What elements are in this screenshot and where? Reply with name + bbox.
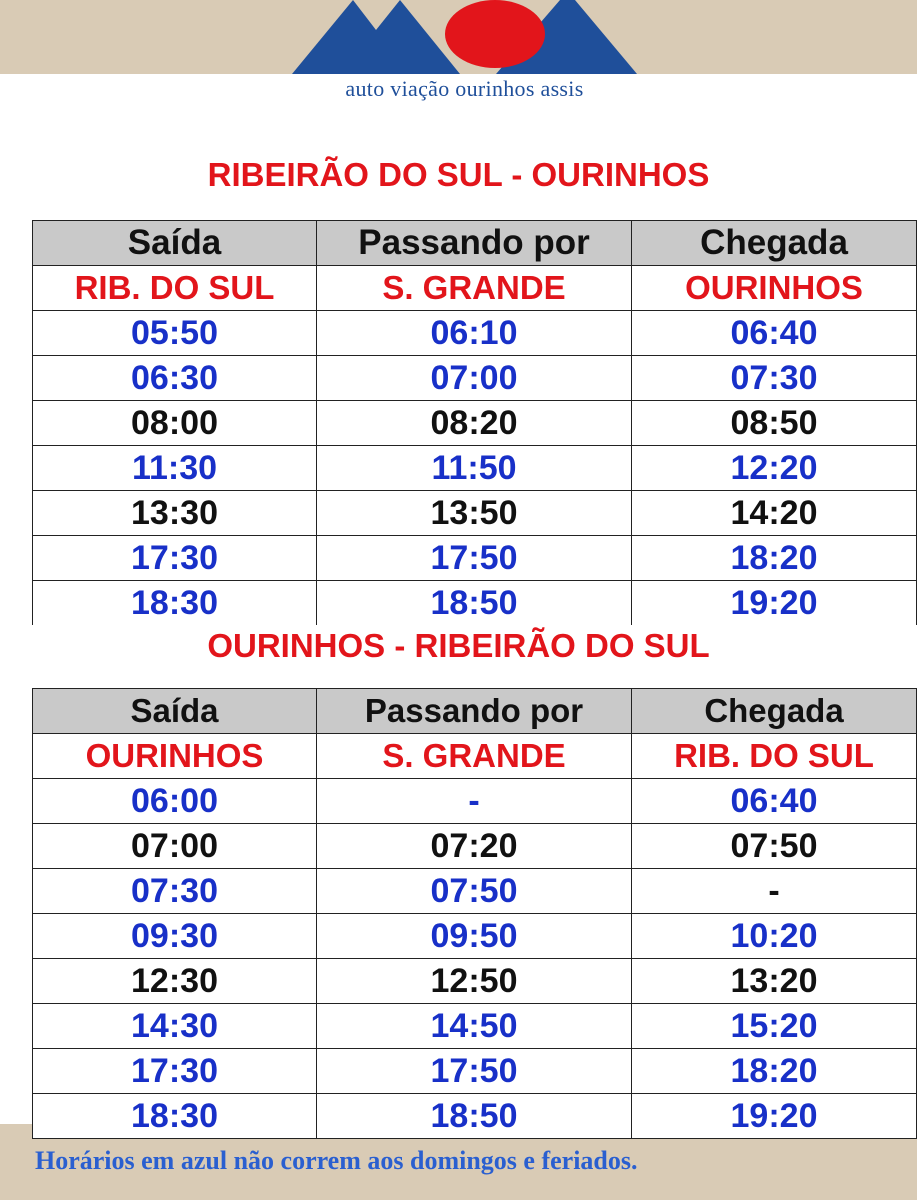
time-cell: 07:00 xyxy=(33,824,317,869)
time-cell: 13:20 xyxy=(632,959,917,1004)
time-cell: 19:20 xyxy=(632,581,917,626)
table-row xyxy=(33,311,917,356)
time-cell: 13:30 xyxy=(33,491,317,536)
time-cell: 06:30 xyxy=(33,356,317,401)
column-header: Chegada xyxy=(632,221,917,266)
logo-mark-icon xyxy=(0,0,917,80)
time-cell: 07:30 xyxy=(33,869,317,914)
header-row xyxy=(33,689,917,734)
table-row xyxy=(33,869,917,914)
time-cell: 12:50 xyxy=(317,959,632,1004)
stop-name: OURINHOS xyxy=(632,266,917,311)
table-row xyxy=(33,581,917,626)
table-row xyxy=(33,1004,917,1049)
time-cell: 08:00 xyxy=(33,401,317,446)
company-logo xyxy=(0,0,917,110)
time-cell: 08:20 xyxy=(317,401,632,446)
time-cell: 11:30 xyxy=(33,446,317,491)
time-cell: 18:50 xyxy=(317,581,632,626)
time-cell: 18:30 xyxy=(33,581,317,626)
table-row xyxy=(33,356,917,401)
time-cell: 18:50 xyxy=(317,1094,632,1139)
column-header: Passando por xyxy=(317,221,632,266)
time-cell: - xyxy=(317,779,632,824)
time-cell: 18:20 xyxy=(632,536,917,581)
company-name: auto viação ourinhos assis xyxy=(345,76,584,101)
time-cell: 12:30 xyxy=(33,959,317,1004)
stop-name: RIB. DO SUL xyxy=(33,266,317,311)
time-cell: 06:40 xyxy=(632,311,917,356)
route-title-return: OURINHOS - RIBEIRÃO DO SUL xyxy=(207,627,710,664)
time-cell: 09:30 xyxy=(33,914,317,959)
footer-note: Horários em azul não correm aos domingos e feriados. xyxy=(35,1146,638,1175)
stop-names-row xyxy=(33,266,917,311)
time-cell: - xyxy=(632,869,917,914)
table-row xyxy=(33,779,917,824)
stop-names-row xyxy=(33,734,917,779)
time-cell: 07:20 xyxy=(317,824,632,869)
table-row xyxy=(33,959,917,1004)
time-cell: 17:50 xyxy=(317,536,632,581)
table-row xyxy=(33,536,917,581)
table-row xyxy=(33,401,917,446)
time-cell: 06:00 xyxy=(33,779,317,824)
time-cell: 17:30 xyxy=(33,1049,317,1094)
table-row xyxy=(33,1094,917,1139)
time-cell: 05:50 xyxy=(33,311,317,356)
table-row xyxy=(33,824,917,869)
time-cell: 15:20 xyxy=(632,1004,917,1049)
time-cell: 14:20 xyxy=(632,491,917,536)
stop-name: S. GRANDE xyxy=(317,734,632,779)
stop-name: OURINHOS xyxy=(33,734,317,779)
column-header: Saída xyxy=(33,221,317,266)
time-cell: 08:50 xyxy=(632,401,917,446)
time-cell: 07:00 xyxy=(317,356,632,401)
column-header: Saída xyxy=(33,689,317,734)
time-cell: 12:20 xyxy=(632,446,917,491)
time-cell: 07:50 xyxy=(632,824,917,869)
stop-name: RIB. DO SUL xyxy=(632,734,917,779)
stop-name: S. GRANDE xyxy=(317,266,632,311)
schedule-table-outbound xyxy=(32,220,917,625)
table-row xyxy=(33,1049,917,1094)
column-header: Passando por xyxy=(317,689,632,734)
schedule-table-return xyxy=(32,688,917,1139)
time-cell: 14:30 xyxy=(33,1004,317,1049)
column-header: Chegada xyxy=(632,689,917,734)
route-title-outbound: RIBEIRÃO DO SUL - OURINHOS xyxy=(207,156,710,193)
time-cell: 18:20 xyxy=(632,1049,917,1094)
time-cell: 14:50 xyxy=(317,1004,632,1049)
time-cell: 06:10 xyxy=(317,311,632,356)
time-cell: 09:50 xyxy=(317,914,632,959)
time-cell: 18:30 xyxy=(33,1094,317,1139)
header-row xyxy=(33,221,917,266)
time-cell: 17:50 xyxy=(317,1049,632,1094)
time-cell: 06:40 xyxy=(632,779,917,824)
time-cell: 07:30 xyxy=(632,356,917,401)
time-cell: 19:20 xyxy=(632,1094,917,1139)
time-cell: 17:30 xyxy=(33,536,317,581)
time-cell: 10:20 xyxy=(632,914,917,959)
table-row xyxy=(33,914,917,959)
table-row xyxy=(33,446,917,491)
time-cell: 13:50 xyxy=(317,491,632,536)
time-cell: 11:50 xyxy=(317,446,632,491)
table-row xyxy=(33,491,917,536)
time-cell: 07:50 xyxy=(317,869,632,914)
